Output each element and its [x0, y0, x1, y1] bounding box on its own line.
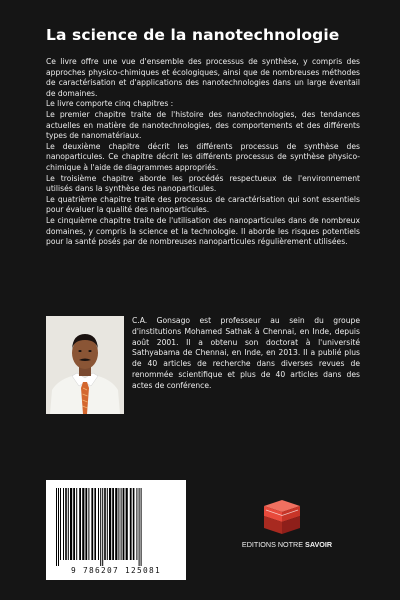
description-paragraph: Le deuxième chapitre décrit les différents processus de synthèse des nanoparticules. Ce chapitre décrit les différents processus de synthèse physico-chimique à l'aide de diagrammes appropriés.	[46, 141, 360, 172]
barcode-bar	[112, 488, 114, 560]
barcode-bar	[91, 488, 93, 560]
barcode-bar	[98, 488, 99, 560]
author-photo	[46, 316, 124, 414]
barcode-bar	[136, 488, 137, 560]
description-paragraph: Le premier chapitre traite de l'histoire des nanotechnologies, des tendances actuelles en matière de nanotechnologies, des comportements et des différents types de nanomatériaux.	[46, 109, 360, 141]
barcode-bar	[79, 488, 81, 560]
barcode-bar	[102, 488, 103, 566]
barcode-bar	[133, 488, 135, 560]
barcode-bar	[85, 488, 87, 560]
barcode-bar	[115, 488, 117, 560]
barcode-bar	[139, 488, 140, 566]
barcode-bar	[58, 488, 59, 566]
description-paragraph: Le cinquième chapitre traite de l'utilisation des nanoparticules dans de nombreux domaines, y compris la science et la technologie. Il aborde les risques potentiels pour la santé posés par de nombreuses nanoparticules régulièrement utilisées.	[46, 215, 360, 247]
barcode-bar	[65, 488, 67, 560]
barcode-bar	[121, 488, 122, 560]
publisher-name	[232, 540, 342, 549]
barcode-bar	[70, 488, 72, 560]
barcode	[46, 480, 186, 580]
barcode-bar	[141, 488, 142, 566]
barcode-bar	[73, 488, 75, 560]
barcode-bar	[76, 488, 77, 560]
barcode-bar	[82, 488, 84, 560]
description-paragraph: Le livre comporte cinq chapitres :	[46, 99, 174, 109]
barcode-bars	[54, 488, 178, 566]
barcode-bar	[94, 488, 96, 560]
barcode-bar	[63, 488, 64, 560]
barcode-bar	[123, 488, 125, 560]
barcode-bar	[60, 488, 61, 560]
barcode-bar	[68, 488, 69, 560]
barcode-bar	[130, 488, 132, 560]
barcode-bar	[88, 488, 89, 560]
barcode-bar	[107, 488, 108, 560]
book-description	[46, 57, 360, 248]
publisher-name-suffix: SAVOIR	[305, 540, 333, 549]
isbn-number: 9 786207 125081	[71, 566, 161, 575]
description-paragraph: Le quatrième chapitre traite des processus de caractérisation qui sont essentiels pour évaluer la qualité des nanoparticules.	[46, 194, 360, 215]
barcode-bar	[104, 488, 106, 560]
publisher-logo-icon	[262, 500, 302, 534]
book-title: La science de la nanotechnologie	[46, 26, 340, 44]
barcode-bar	[118, 488, 119, 560]
description-paragraph: Ce livre offre une vue d'ensemble des processus de synthèse, y compris des approches physico-chimiques et écologiques, ainsi que de nombreuses méthodes de caractérisation et d'applications des nanotechnologies dans un large éventail de domaines.	[46, 57, 360, 98]
barcode-bar	[100, 488, 101, 566]
barcode-bar	[56, 488, 57, 566]
publisher-name-prefix: EDITIONS NOTRE	[241, 540, 304, 549]
author-bio: C.A. Gonsago est professeur au sein du groupe d'institutions Mohamed Sathak à Chennai, en Inde, depuis août 2001. Il a obtenu son doctorat à l'université Sathyabama de Chennai, en Inde, en 2013. Il a publié plus de 40 articles de recherche dans diverses revues de renommée scientifique et plus de 40 articles dans des actes de conférence.	[132, 316, 360, 390]
barcode-bar	[126, 488, 128, 560]
description-paragraph: Le troisième chapitre aborde les procédés respectueux de l'environnement utilisés dans la synthèse des nanoparticules.	[46, 173, 360, 194]
barcode-bar	[109, 488, 111, 560]
